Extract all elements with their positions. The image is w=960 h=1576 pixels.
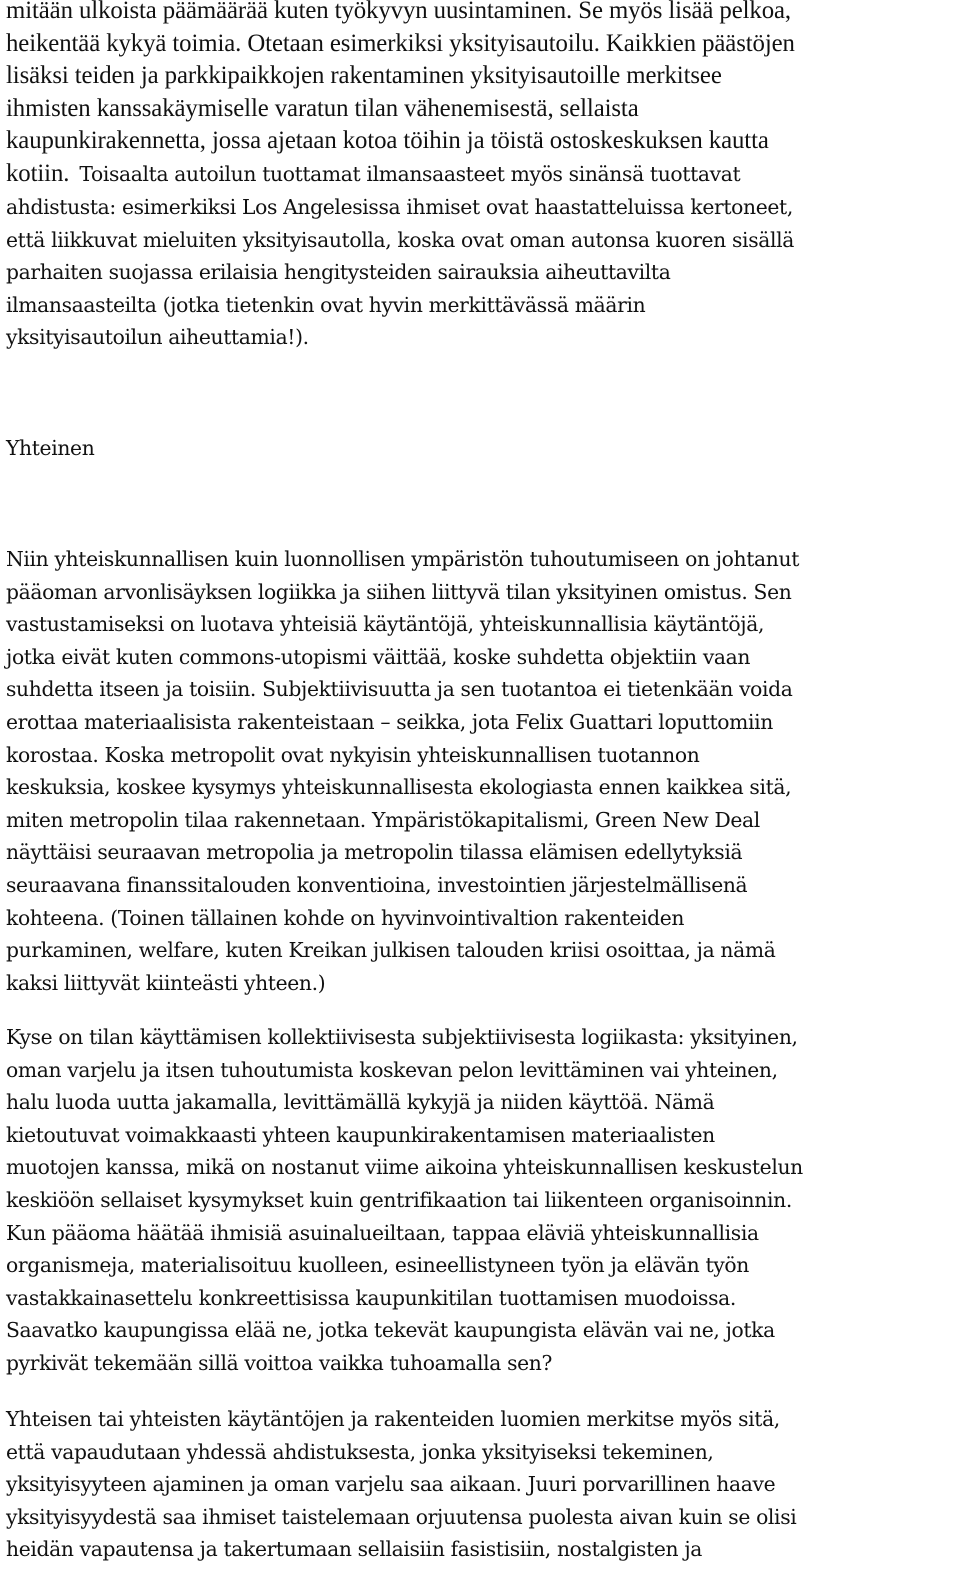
section-paragraph-3 [6,1403,956,1566]
text-line: halu luoda uutta jakamalla, levittämällä kykyjä ja niiden käyttöä. Nämä [6,1090,715,1115]
intro-mixed-line [6,158,956,191]
text-line: että liikkuvat mieluiten yksityisautolla, koska ovat oman autonsa kuoren sisällä [6,227,795,252]
text-line: pyrkivät tekemään sillä voittoa vaikka tuhoamalla sen? [6,1350,553,1375]
text-line: kietoutuvat voimakkaasti yhteen kaupunkirakentamisen materiaalisten [6,1122,715,1147]
text-line: yksityisyydestä saa ihmiset taistelemaan orjuutensa puolesta aivan kuin se olisi [6,1504,797,1529]
text-line: kaupunkirakennetta, jossa ajetaan kotoa töihin ja töistä ostoskeskuksen kautta [6,127,769,155]
text-line: jotka eivät kuten commons-utopismi väittää, koske suhdetta objektiin vaan [6,644,751,669]
text-line: ilmansaasteilta (jotka tietenkin ovat hyvin merkittävässä määrin [6,292,646,317]
text-line: mitään ulkoista päämäärää kuten työkyvyn uusintaminen. Se myös lisää pelkoa, [6,0,792,24]
text-line: organismeja, materialisoituu kuolleen, esineellistyneen työn ja elävän työn [6,1253,749,1278]
text-line: vastakkainasettelu konkreettisissa kaupunkitilan tuottamisen muodoissa. [6,1285,736,1310]
text-line: keskuksia, koskee kysymys yhteiskunnallisesta ekologiasta ennen kaikkea sitä, [6,775,792,800]
text-line: erottaa materiaalisista rakenteistaan – seikka, jota Felix Guattari loputtomiin [6,709,773,734]
text-line: näyttäisi seuraavan metropolia ja metropolin tilassa elämisen edellytyksiä [6,840,743,865]
text-line: heidän vapautensa ja takertumaan sellaisiin fasistisiin, nostalgisten ja [6,1537,703,1562]
text-line: yksityisyyteen ajaminen ja oman varjelu saa aikaan. Juuri porvarillinen haave [6,1472,776,1497]
text-line: muotojen kanssa, mikä on nostanut viime aikoina yhteiskunnallisen keskustelun [6,1155,803,1180]
text-line: ahdistusta: esimerkiksi Los Angelesissa ihmiset ovat haastatteluissa kertoneet, [6,195,793,219]
text-line: ihmisten kanssakäymiselle varatun tilan vähenemisestä, sellaista [6,94,639,122]
text-fragment: kotiin. [6,160,70,187]
text-line: seuraavana finanssitalouden konventioina, investointien järjestelmällisenä [6,872,748,897]
text-line: miten metropolin tilaa rakennetaan. Ympäristökapitalismi, Green New Deal [6,807,760,832]
intro-paragraph-continued [6,191,956,354]
text-line: Yhteisen tai yhteisten käytäntöjen ja rakenteiden luomien merkitse myös sitä, [6,1407,780,1431]
text-line: yksityisautoilun aiheuttamia!). [6,325,309,350]
text-line: Saavatko kaupungissa elää ne, jotka tekevät kaupungista elävän vai ne, jotka [6,1318,775,1343]
text-line: Kyse on tilan käyttämisen kollektiivisesta subjektiivisesta logiikasta: yksityinen, [6,1025,798,1049]
text-line: kaksi liittyvät kiinteästi yhteen.) [6,970,326,995]
text-line: Niin yhteiskunnallisen kuin luonnollisen ympäristön tuhoutumiseen on johtanut [6,547,800,571]
text-line: kohteena. (Toinen tällainen kohde on hyvinvointivaltion rakenteiden [6,905,685,930]
text-line: heikentää kykyä toimia. Otetaan esimerkiksi yksityisautoilu. Kaikkien päästöjen [6,29,795,57]
section-paragraph-2 [6,1021,956,1380]
text-line: korostaa. Koska metropolit ovat nykyisin yhteiskunnallisen tuotannon [6,742,700,767]
text-line: Kun pääoma häätää ihmisiä asuinalueiltaan, tappaa eläviä yhteiskunnallisia [6,1220,759,1245]
text-line: parhaiten suojassa erilaisia hengitysteiden sairauksia aiheuttavilta [6,260,671,285]
text-line: purkaminen, welfare, kuten Kreikan julkisen talouden kriisi osoittaa, ja nämä [6,938,776,963]
text-line: keskiöön sellaiset kysymykset kuin gentrifikaation tai liikenteen organisoinnin. [6,1187,792,1212]
intro-paragraph-serif [6,0,956,158]
section-heading: Yhteinen [6,436,95,460]
text-line: suhdetta itseen ja toisiin. Subjektiivisuutta ja sen tuotantoa ei tietenkään voida [6,677,793,702]
text-line: vastustamiseksi on luotava yhteisiä käytäntöjä, yhteiskunnallisia käytäntöjä, [6,612,765,637]
section-paragraph-1 [6,543,956,999]
text-line: oman varjelu ja itsen tuhoutumista koskevan pelon levittäminen vai yhteinen, [6,1057,778,1082]
text-line: että vapaudutaan yhdessä ahdistuksesta, jonka yksityiseksi tekeminen, [6,1439,714,1464]
text-line: pääoman arvonlisäyksen logiikka ja siihen liittyvä tilan yksityinen omistus. Sen [6,579,792,604]
text-line: lisäksi teiden ja parkkipaikkojen rakentaminen yksityisautoille merkitsee [6,62,722,90]
text-fragment: Toisaalta autoilun tuottamat ilmansaasteet myös sinänsä tuottavat [79,162,741,186]
